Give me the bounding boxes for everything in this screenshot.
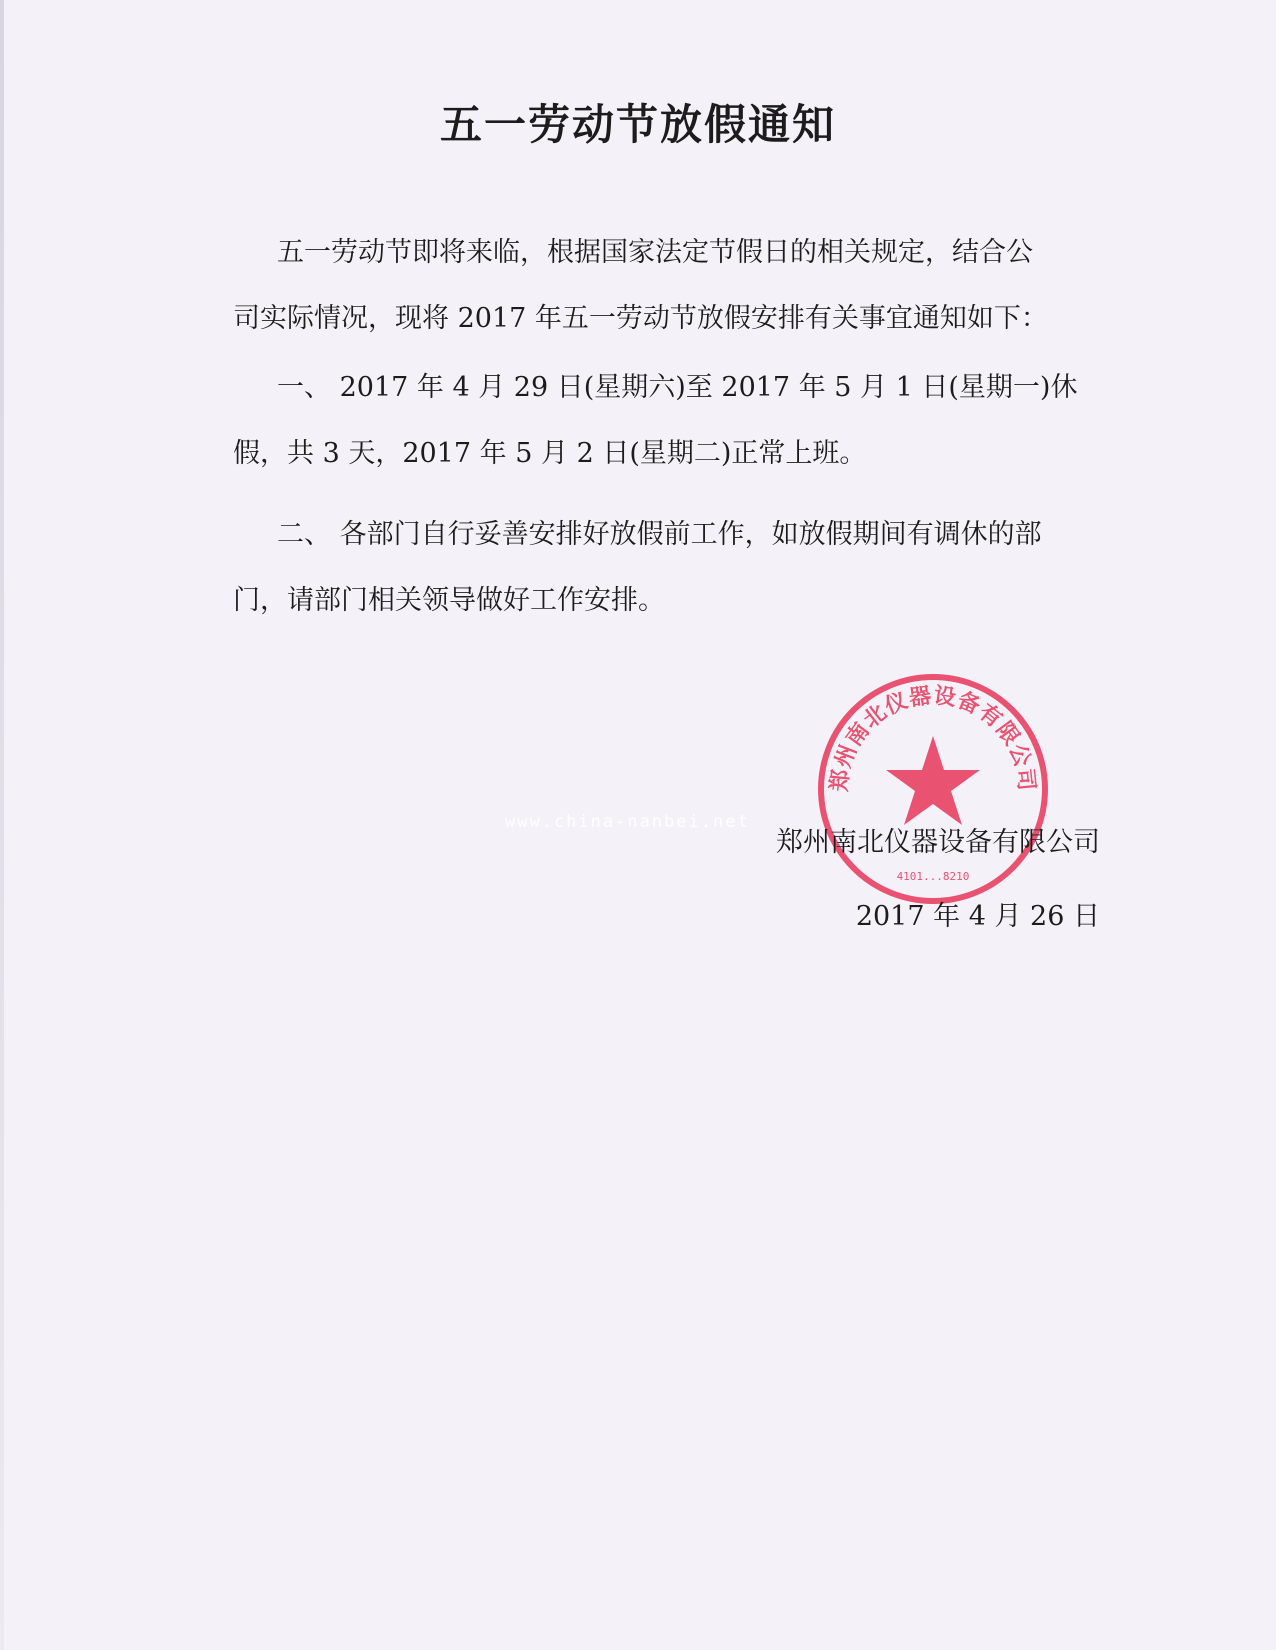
item-1-line-2: 假，共 3 天，2017 年 5 月 2 日(星期二)正常上班。	[233, 438, 867, 469]
seal-ring-text: 郑州南北仪器设备有限公司	[827, 683, 1039, 793]
scan-edge	[0, 0, 4, 1650]
item-1-line-1: 一、 2017 年 4 月 29 日(星期六)至 2017 年 5 月 1 日(星期一)休	[277, 372, 1078, 403]
intro-line-2: 司实际情况，现将 2017 年五一劳动节放假安排有关事宜通知如下：	[233, 303, 1048, 334]
star-icon	[886, 736, 980, 825]
site-watermark: www.china-nanbei.net	[505, 812, 750, 832]
item-2-line-1: 二、 各部门自行妥善安排好放假前工作，如放假期间有调休的部	[277, 519, 1042, 550]
signature-date: 2017 年 4 月 26 日	[855, 901, 1100, 932]
item-2-line-2: 门，请部门相关领导做好工作安排。	[233, 585, 665, 616]
signature-company: 郑州南北仪器设备有限公司	[776, 827, 1100, 858]
intro-line-1: 五一劳动节即将来临，根据国家法定节假日的相关规定，结合公	[277, 237, 1033, 268]
seal-code-text: 4101...8210	[896, 870, 970, 883]
company-seal-stamp	[812, 668, 1054, 910]
page-title: 五一劳动节放假通知	[439, 100, 836, 149]
